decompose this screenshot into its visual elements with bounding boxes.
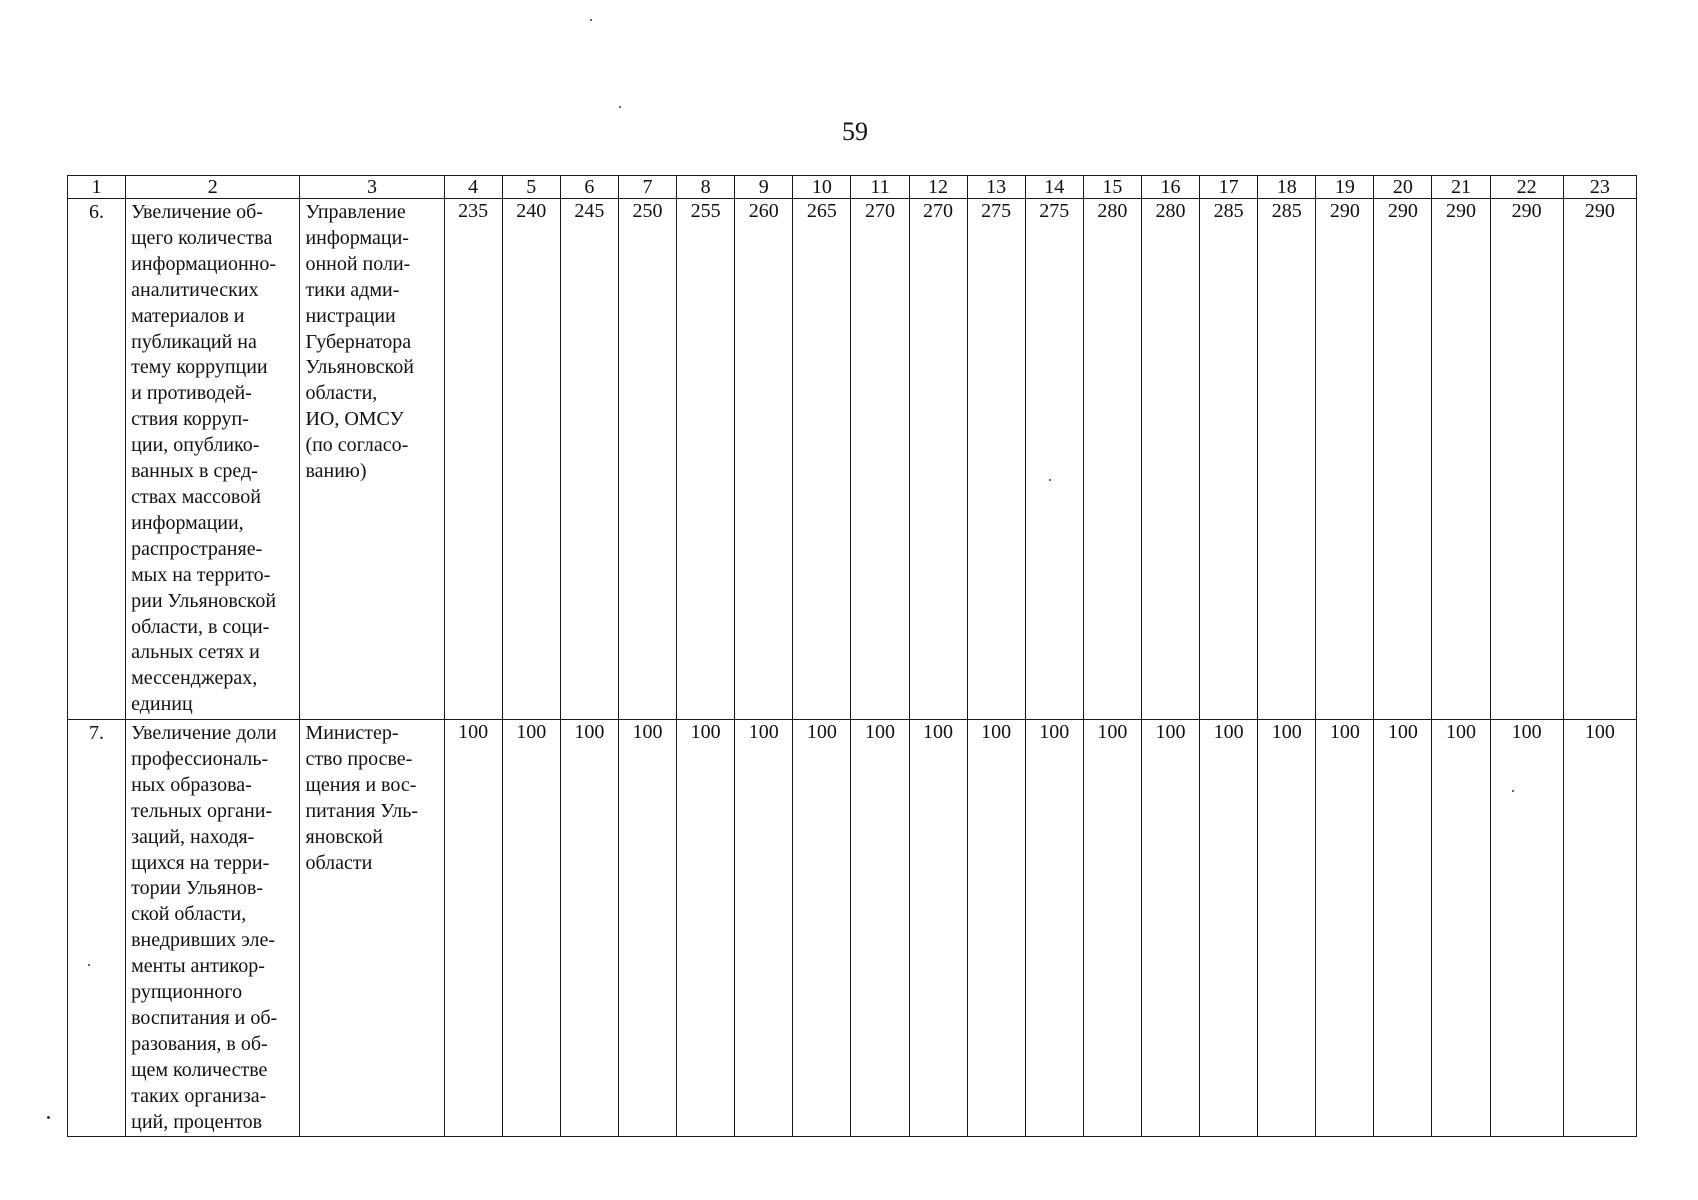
row-number: 6. (68, 199, 126, 720)
value-cell: 100 (502, 720, 560, 1137)
column-header: 7 (618, 176, 676, 199)
value-cell: 100 (677, 720, 735, 1137)
scan-speck (619, 106, 621, 108)
column-header: 20 (1374, 176, 1432, 199)
value-cell: 235 (444, 199, 502, 720)
column-header: 12 (909, 176, 967, 199)
row-number: 7. (68, 720, 126, 1137)
value-cell: 100 (560, 720, 618, 1137)
column-header: 23 (1563, 176, 1636, 199)
value-cell: 290 (1490, 199, 1563, 720)
scan-speck (47, 1116, 50, 1119)
column-header: 5 (502, 176, 560, 199)
value-cell: 100 (1316, 720, 1374, 1137)
column-header: 11 (851, 176, 909, 199)
column-header: 10 (793, 176, 851, 199)
value-cell: 100 (793, 720, 851, 1137)
value-cell: 100 (1563, 720, 1636, 1137)
value-cell: 100 (735, 720, 793, 1137)
value-cell: 285 (1200, 199, 1258, 720)
value-cell: 280 (1141, 199, 1199, 720)
column-number-row (68, 176, 1637, 199)
value-cell: 290 (1432, 199, 1490, 720)
column-header: 15 (1083, 176, 1141, 199)
column-header: 9 (735, 176, 793, 199)
value-cell: 100 (1432, 720, 1490, 1137)
page-number: 59 (842, 117, 868, 146)
scan-speck (88, 964, 90, 966)
column-header: 1 (68, 176, 126, 199)
column-header: 14 (1025, 176, 1083, 199)
column-header: 18 (1258, 176, 1316, 199)
indicators-table (67, 175, 1637, 1137)
responsible-text: Управление информаци- онной поли- тики адми- нистрации Губернатора Ульяновской области, ИО, ОМСУ (по согласо- ванию) (300, 199, 444, 720)
value-cell: 290 (1563, 199, 1636, 720)
value-cell: 275 (1025, 199, 1083, 720)
value-cell: 100 (618, 720, 676, 1137)
column-header: 3 (300, 176, 444, 199)
value-cell: 270 (909, 199, 967, 720)
column-header: 17 (1200, 176, 1258, 199)
value-cell: 270 (851, 199, 909, 720)
value-cell: 100 (1083, 720, 1141, 1137)
value-cell: 100 (967, 720, 1025, 1137)
table-row (68, 199, 1637, 720)
indicator-text: Увеличение об- щего количества информационно- аналитических материалов и публикаций на тему коррупции и противодей- ствия корруп- ции, опублико- ванных в сред- ствах массовой информации, распространяе- мых на террито- рии Ульяновской области, в соци- альных сетях и мессенджерах, единиц (126, 199, 300, 720)
value-cell: 100 (444, 720, 502, 1137)
value-cell: 280 (1083, 199, 1141, 720)
value-cell: 275 (967, 199, 1025, 720)
value-cell: 100 (851, 720, 909, 1137)
value-cell: 100 (1490, 720, 1563, 1137)
scan-speck (1049, 479, 1051, 481)
table-row (68, 720, 1637, 1137)
value-cell: 290 (1316, 199, 1374, 720)
value-cell: 260 (735, 199, 793, 720)
column-header: 22 (1490, 176, 1563, 199)
value-cell: 100 (1141, 720, 1199, 1137)
scan-speck (1512, 790, 1514, 792)
value-cell: 265 (793, 199, 851, 720)
column-header: 4 (444, 176, 502, 199)
value-cell: 100 (1025, 720, 1083, 1137)
column-header: 8 (677, 176, 735, 199)
scan-speck (590, 19, 592, 21)
column-header: 2 (126, 176, 300, 199)
value-cell: 250 (618, 199, 676, 720)
responsible-text: Министер- ство просве- щения и вос- питания Уль- яновской области (300, 720, 444, 1137)
value-cell: 100 (1200, 720, 1258, 1137)
value-cell: 285 (1258, 199, 1316, 720)
value-cell: 240 (502, 199, 560, 720)
column-header: 13 (967, 176, 1025, 199)
value-cell: 100 (1258, 720, 1316, 1137)
value-cell: 100 (1374, 720, 1432, 1137)
column-header: 6 (560, 176, 618, 199)
column-header: 19 (1316, 176, 1374, 199)
value-cell: 255 (677, 199, 735, 720)
column-header: 21 (1432, 176, 1490, 199)
value-cell: 290 (1374, 199, 1432, 720)
value-cell: 100 (909, 720, 967, 1137)
value-cell: 245 (560, 199, 618, 720)
indicator-text: Увеличение доли профессиональ- ных образова- тельных органи- заций, находя- щихся на терри- тории Ульянов- ской области, внедривших эле- менты антикор- рупционного воспитания и об- разования, в об- щем количестве таких организа- ций, процентов (126, 720, 300, 1137)
column-header: 16 (1141, 176, 1199, 199)
